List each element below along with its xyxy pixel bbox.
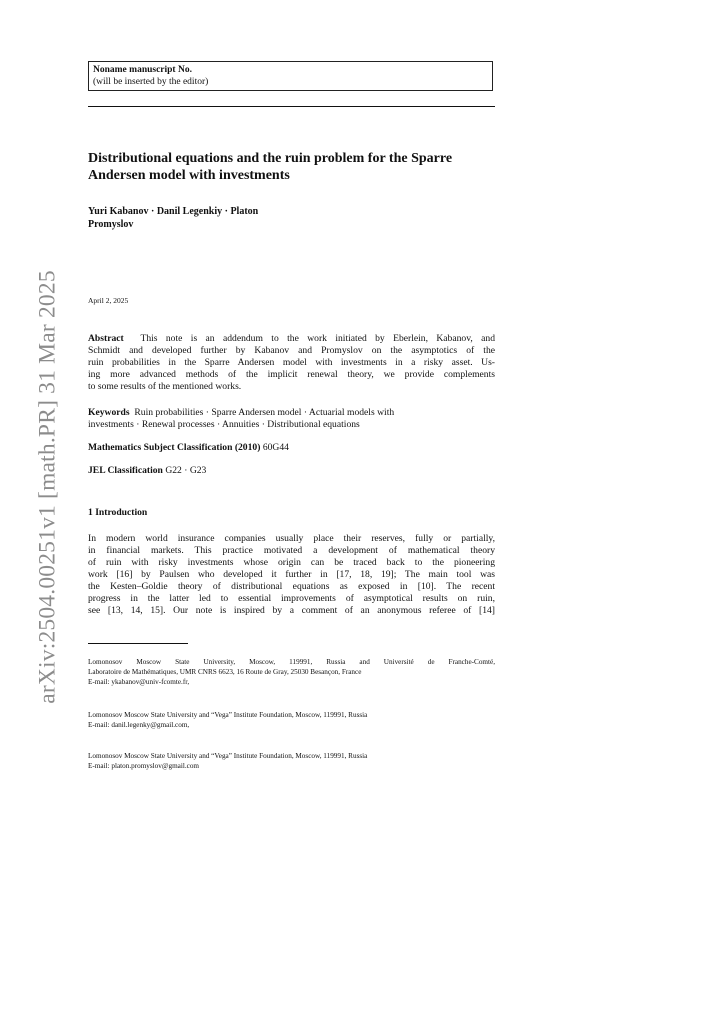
affiliation-line: Lomonosov Moscow State University and “Vega” Institute Foundation, Moscow, 119991, Russia <box>88 711 368 719</box>
abstract-line: ruin probabilities in the Sparre Andersen model with investments in a risky asset. Us- <box>88 357 495 368</box>
affiliation-line: Lomonosov Moscow State University and “Vega” Institute Foundation, Moscow, 119991, Russia <box>88 752 368 760</box>
footnote-rule <box>88 643 188 644</box>
author-email: E-mail: danil.legenky@gmail.com, <box>88 721 190 729</box>
paragraph-line: In modern world insurance companies usually place their reserves, fully or partially, <box>88 533 495 544</box>
manuscript-number-label: Noname manuscript No. <box>93 65 192 75</box>
paper-date: April 2, 2025 <box>88 296 129 305</box>
editor-note: (will be inserted by the editor) <box>93 77 209 87</box>
abstract <box>88 333 495 393</box>
abstract-line: ing more advanced methods of the implicit renewal theory, we provide complements <box>88 369 495 380</box>
affiliation-line: Lomonosov Moscow State University, Moscow, 119991, Russia and Université de Franche-Comté, <box>88 658 495 666</box>
jel-classification <box>88 465 495 477</box>
msc-label: Mathematics Subject Classification (2010) <box>88 442 261 453</box>
top-rule <box>88 106 495 107</box>
keywords <box>88 407 495 431</box>
affiliation-line: Laboratoire de Mathématiques, UMR CNRS 6623, 16 Route de Gray, 25030 Besançon, France <box>88 668 362 676</box>
paragraph-line: in financial markets. This practice motivated a development of mathematical theory <box>88 545 495 556</box>
keywords-label: Keywords <box>88 407 130 418</box>
abstract-line: Schmidt and developed further by Kabanov and Promyslov on the asymptotics of the <box>88 345 495 356</box>
msc-value: 60G44 <box>262 442 289 453</box>
msc-classification <box>88 442 495 454</box>
author-email: E-mail: ykabanov@univ-fcomte.fr, <box>88 678 190 686</box>
keywords-line-2: investments · Renewal processes · Annuities · Distributional equations <box>88 419 360 430</box>
paragraph-line: see [13, 14, 15]. Our note is inspired by a comment of an anonymous referee of [14] <box>88 605 495 616</box>
paragraph-line: of ruin with risky investments whose origin can be traced back to the pioneering <box>88 557 495 568</box>
introduction-paragraph <box>88 533 495 617</box>
paper-title: Distributional equations and the ruin problem for the Sparre Andersen model with investments <box>88 151 453 183</box>
authors-line-2: Promyslov <box>88 219 134 230</box>
abstract-line: to some results of the mentioned works. <box>88 381 242 392</box>
author-list <box>88 205 328 231</box>
manuscript-header-box <box>88 61 493 91</box>
affiliation-2 <box>88 710 495 730</box>
section-heading: 1 Introduction <box>88 507 148 518</box>
author-email: E-mail: platon.promyslov@gmail.com <box>88 762 200 770</box>
abstract-line: Abstract This note is an addendum to the work initiated by Eberlein, Kabanov, and <box>88 333 496 344</box>
arxiv-identifier-stamp: arXiv:2504.00251v1 [math.PR] 31 Mar 2025 <box>34 270 61 704</box>
affiliation-1 <box>88 657 495 687</box>
paragraph-line: progress in the latter led to essential improvements of asymptotical results on ruin, <box>88 593 495 604</box>
affiliation-3 <box>88 751 495 771</box>
paragraph-line: work [16] by Paulsen who developed it further in [17, 18, 19]; The main tool was <box>88 569 495 580</box>
abstract-label: Abstract <box>88 333 124 344</box>
authors-line-1: Yuri Kabanov · Danil Legenkiy · Platon <box>88 206 259 217</box>
keywords-line-1: Keywords Ruin probabilities · Sparre Andersen model · Actuarial models with <box>88 407 395 418</box>
jel-label: JEL Classification <box>88 465 163 476</box>
jel-value: G22 · G23 <box>165 465 207 476</box>
paragraph-line: the Kesten–Goldie theory of distributional equations as exposed in [10]. The recent <box>88 581 495 592</box>
